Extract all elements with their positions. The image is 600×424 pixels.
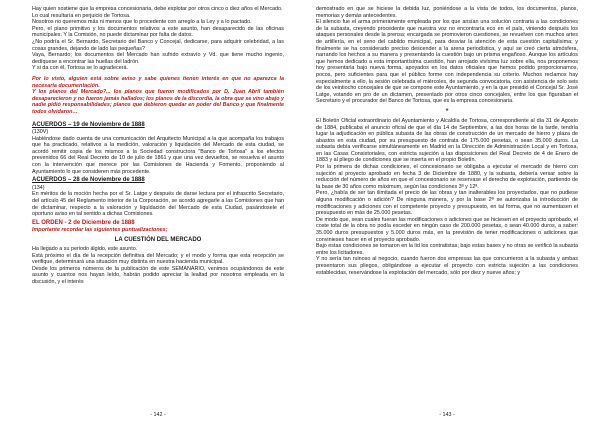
article-title: LA CUESTIÓN DEL MERCADO — [114, 237, 202, 243]
paragraph: Y si da con él, Tortosa se lo agradecerá. — [32, 65, 128, 72]
page-number: - 142 - — [150, 412, 166, 418]
section-heading: ACUERDOS – 28 de Noviembre de 1888 — [32, 177, 145, 184]
paragraph: Habiéndose dado cuenta de una comunicación del Arquitecto Municipal a la que acompaña los trabajos que ha practicado, relativos a la medición, valoración y liquidación del Mercado de esta ciudad, se acordó remitir copia de los mismos a la Sociedad constructora "Banco de Tortosa" a los efectos prevenidos 66 del Real Decreto de 10 de julio de 1861 y que una vez devueltos, se resuelva el asunto con la intervención que merece por las Comisiones de Hacienda y Fomento, proponiendo al Ayuntamiento lo que consideren más procedente. — [32, 135, 284, 175]
left-page — [32, 6, 284, 418]
paragraph: Pero, ¿había de ser tan ilimitada el precio de las obras y tan inalterables los proyectados, que no pudiese alguna modificación o adición? De ninguna manera, y por la base 2ª se autorizaba la introducción de modificaciones y adiciones con el competente proyecto y presupuesto, en tal forma, que no aumentasen el presupuesto en más de 25.000 pesetas. — [316, 190, 578, 217]
paragraph: Desde los primeros números de la publicación de este SEMANARIO, venimos ocupándonos de este asunto y cuantos nos hayan leído, habrán podido apreciar la lealtad por nosotros empleada en la discusión, y el interés — [32, 265, 284, 285]
paragraph: En méritos de la moción hecha por el Sr. Latge y después de darse lectura por el infrascrito Secretario, del artículo 45 del Reglamento interior de la Corporación, se acordó agregarle a las Comisiones que han de dictaminar, respecto a la valoración y liquidación del Mercado de esta Ciudad, pasándosele el oportuno aviso en tal sentido a dichas Comisiones. — [32, 191, 284, 218]
paragraph: Y no sería tan ruinoso al negocio, cuando fueron dos empresas las que concurrieron a la subasta y ambas presentaron sus pliegos, obligándose a ejecutar el proyecto con estricta sujeción a las condiciones establecidas, reservándose la explotación del mercado, sólo por diez y nueve años; y — [316, 256, 578, 276]
paragraph: Bajo estas condiciones se tomaron en la lid los contratistas; bajo estas bases y no otras se verificó la subasta entre los licitadores. — [316, 243, 578, 256]
section-separator: * — [445, 106, 449, 116]
record-number: (130V) — [32, 129, 49, 136]
paragraph: Pero, el plano primitivo y los documentos relativos a este asunto, han desaparecido de las oficinas municipales. Y la Comisión, no puede dictaminar por falta de datos. — [32, 25, 284, 39]
paragraph: Vaya, Bernardo; los documentos del Mercado han sufrido extravío y Vd. que tiene mucho ingenio, dedíquese a encontrar las huellas del ladrón. — [32, 52, 284, 65]
paragraph: Ha llegado a su periodo álgido, este asunto. — [32, 246, 138, 252]
paragraph: Está próximo el día de la recepción definitiva del Mercado; y el modo y forma que esta recepción se verifique, determinará una situación muy distinta en nuestra hacienda municipal. — [32, 252, 284, 266]
paragraph: El silencio fue el arma primeramente empleada por los que ansían una solución contraria a las condiciones de la subasta, creyendo procedente que nuestra voz no encontraría eco en el país, viniendo después los ataques personales desde la prensa; encargada se promovieron cuestiones, se revuelven con muchos artes de artillería, en el seno del cabildo municipal, para desviar la atención de esta cuestión capitalísima; y finalmente se ha considerado preciso descender a la arena periodística, y aquí se creó cierta atmósfera, narrando los hechos a su manera y presentando la cuestión bajo un prisma engañoso. Aunque los artículos que hemos dedicado a esta importantísima cuestión, han arrojado vivísima luz sobre ella, nos proponemos hoy presentarla bajo nueva forma, apoyados en los datos oficiales que hemos podido proporcionarnos, pocos, pero suficientes para que el público forme con independencia su criterio. Muchos reclamos hay especialmente a ello, la sesión celebrada el miércoles, de segunda convocatoria, con asistencia de solo seis de los veintiocho concejales de que se compone este Ayuntamiento, y en la que presidió el Concejal Sr. José Latge, votando en pro de un dictamen, presentado por otros cinco concejales, entre los que figuraban el Secretario y el procurador del Banco de Tortosa, que es la empresa concesionaria. — [316, 19, 578, 105]
paragraph: Nosotros no queremos más ni menos que lo procedente con arreglo a la Ley y a lo pactado. — [32, 19, 252, 26]
right-page — [316, 6, 578, 418]
section-heading: EL ORDEN - 2 de Diciembre de 1888 — [32, 219, 135, 226]
paragraph: El Boletín Oficial extraordinario del Ayuntamiento y Alcaldía de Tortosa, correspondiente al día 31 de Agosto de 1884, publicaba el anuncio oficial de que el día 14 de Septiembre, a las dos horas de la tarde, tendría lugar la adjudicación en pública subasta de las obras de construcción de un mercado de hierro y plaza de abastos en esta ciudad, por su presupuesto de contrata de 175.000 pesetas, o sean 35.000 duros. La subasta debía verificarse simultáneamente en Madrid en la Dirección de Administración Local y en Tortosa, en las Casas Consistoriales, con estricta sujeción a las disposiciones del Real Decreto de 4 de Enero de 1883 y al pliego de condiciones que se inserta en el propio Boletín. — [316, 117, 578, 164]
red-commentary: Y los planos del Mercado?... los planos que fueron modificados por D. Juan Abril también desaparecieron y no fueron jamás hallados; los planos de la discordia, la obra que se vino abajo y nadie pidió responsabilidades; planos que debieron quedar en poder del Banco y que finalmente todos olvidaron… — [32, 89, 284, 115]
paragraph: Lo cual resultaría en perjuicio de Tortosa. — [32, 12, 131, 19]
paragraph: Por la primera de dichas condiciones, el concesionario se obligaba a ejecutar el mercado de hierro con sujeción al proyecto aprobado en fecha 3 de Diciembre de 1880, y la subasta, debería versar sobre la reducción del número de años en que el concesionario se reservase el derecho de explotación, partiendo de la base de 30 años como máximum, según las condiciones 3ª y 12ª. — [316, 164, 578, 190]
paragraph: demostrado en que se hiciese la debida luz, poniéndose a la vista de todos, los documentos, planos, memorias y demás antecedentes. — [316, 6, 578, 19]
page-number: - 143 - — [439, 412, 455, 418]
red-commentary: Por lo visto, alguien está sobre aviso y sabe quienes tienen interés en que no aparezca la necesaria documentación. — [32, 75, 284, 89]
red-commentary: Importante recordar las siguientes puntualizaciones; — [32, 227, 168, 234]
paragraph: Hay quien sostiene que la empresa concesionaria, debe explotar por otros cinco o diez años el Mercado. — [32, 6, 283, 12]
paragraph: De modo que, sean cuales fueran las modificaciones o adiciones que se hiciesen en el proyecto aprobado, el coste total de la obra no podía exceder en ningún caso de 200.000 pesetas, o sean 40.000 duros, a saber: 35.000 duros presupuestos y 5.000 duros más, en la previsión de tener modificaciones o adiciones que convinieses hacer en el proyecto aprobado. — [316, 216, 578, 243]
section-heading: ACUERDOS – 19 de Noviembre de 1888 — [32, 121, 145, 128]
record-number: (134) — [32, 184, 45, 191]
paragraph: ¿No podría el Sr. Bernardo, Secretario del Banco y Concejal, dedicarse, para adquirir celebridad, a las cosas grandes, dejando de lado las pequeñas? — [32, 38, 284, 52]
